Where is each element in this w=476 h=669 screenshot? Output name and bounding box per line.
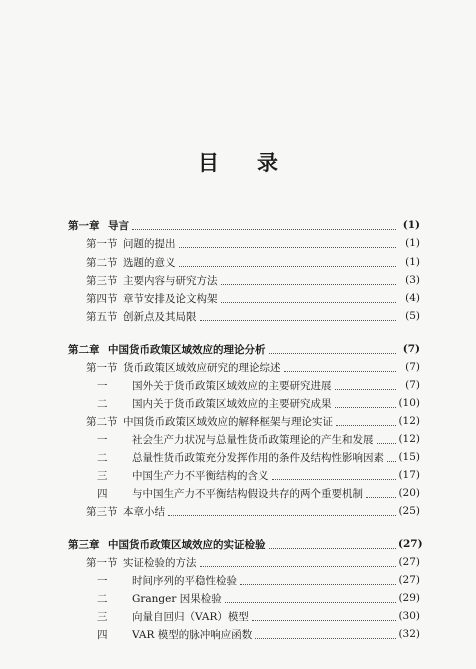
entry-label: 第三节: [86, 274, 118, 287]
entry-title: 国内关于货币政策区域效应的主要研究成果: [132, 397, 332, 410]
title-char-1: 目: [198, 150, 219, 175]
entry-title: 中国生产力不平衡结构的含义: [132, 469, 269, 482]
entry-title: 创新点及其局限: [123, 310, 197, 323]
entry-title: Granger 因果检验: [132, 592, 222, 605]
sub-entry: [0, 626, 476, 642]
entry-title: 中国货币政策区域效应的实证检验: [108, 538, 266, 551]
entry-page: (7): [405, 361, 420, 373]
entry-label: 第一节: [86, 556, 118, 569]
leader-dots: [284, 370, 396, 372]
entry-label: 第二章: [68, 343, 100, 356]
leader-dots: [200, 565, 396, 567]
leader-dots: [387, 460, 396, 462]
entry-page: (30): [398, 610, 420, 622]
entry-page: (27): [398, 574, 420, 586]
title-char-2: 录: [257, 150, 278, 175]
entry-page: (7): [405, 379, 420, 391]
entry-title: 向量自回归（VAR）模型: [132, 610, 249, 623]
entry-label: 第三节: [86, 505, 118, 518]
entry-label: 一: [97, 574, 108, 587]
leader-dots: [200, 319, 396, 321]
entry-label: 第四节: [86, 292, 118, 305]
section-entry: [0, 272, 476, 288]
entry-label: 一: [97, 379, 108, 392]
sub-entry: [0, 431, 476, 447]
entry-title: 中国货币政策区域效应的理论分析: [108, 343, 266, 356]
entry-page: (1): [405, 237, 420, 249]
leader-dots: [336, 424, 396, 426]
sub-entry: [0, 467, 476, 483]
entry-label: 第二节: [86, 256, 118, 269]
leader-dots: [269, 547, 396, 549]
entry-title: 导言: [108, 219, 129, 232]
section-entry: [0, 254, 476, 270]
entry-label: 第一节: [86, 237, 118, 250]
entry-page: (15): [398, 451, 420, 463]
entry-page: (17): [398, 469, 420, 481]
section-entry: [0, 235, 476, 251]
section-entry: [0, 503, 476, 519]
entry-label: 第二节: [86, 415, 118, 428]
entry-label: 四: [97, 628, 108, 641]
leader-dots: [179, 265, 396, 267]
entry-page: (4): [405, 292, 420, 304]
entry-label: 三: [97, 610, 108, 623]
entry-title: 社会生产力状况与总量性货币政策理论的产生和发展: [132, 433, 374, 446]
sub-entry: [0, 608, 476, 624]
leader-dots: [272, 478, 396, 480]
leader-dots: [255, 637, 396, 639]
entry-title: 章节安排及论文构架: [123, 292, 218, 305]
entry-title: 主要内容与研究方法: [123, 274, 218, 287]
entry-title: 问题的提出: [123, 237, 176, 250]
entry-page: (5): [405, 310, 420, 322]
leader-dots: [269, 352, 396, 354]
entry-title: 实证检验的方法: [123, 556, 197, 569]
entry-label: 第五节: [86, 310, 118, 323]
entry-page: (3): [405, 274, 420, 286]
entry-title: 国外关于货币政策区域效应的主要研究进展: [132, 379, 332, 392]
entry-title: VAR 模型的脉冲响应函数: [132, 628, 253, 641]
chapter-entry: [0, 217, 476, 233]
entry-page: (27): [398, 538, 423, 550]
section-entry: [0, 413, 476, 429]
entry-page: (10): [398, 397, 420, 409]
leader-dots: [335, 406, 396, 408]
entry-label: 第一节: [86, 361, 118, 374]
entry-title: 与中国生产力不平衡结构假设共存的两个重要机制: [132, 487, 363, 500]
entry-title: 货币政策区域效应研究的理论综述: [123, 361, 281, 374]
entry-label: 第三章: [68, 538, 100, 551]
entry-label: 三: [97, 469, 108, 482]
entry-page: (29): [398, 592, 420, 604]
entry-title: 选题的意义: [123, 256, 176, 269]
leader-dots: [168, 514, 396, 516]
section-entry: [0, 290, 476, 306]
section-entry: [0, 308, 476, 324]
entry-page: (7): [402, 343, 420, 355]
entry-page: (32): [398, 628, 420, 640]
entry-page: (27): [398, 556, 420, 568]
section-entry: [0, 359, 476, 375]
chapter-entry: [0, 341, 476, 357]
leader-dots: [221, 283, 396, 285]
leader-dots: [335, 388, 396, 390]
leader-dots: [366, 496, 396, 498]
leader-dots: [132, 228, 396, 230]
entry-title: 本章小结: [123, 505, 165, 518]
entry-label: 一: [97, 433, 108, 446]
section-entry: [0, 554, 476, 570]
sub-entry: [0, 572, 476, 588]
entry-page: (1): [402, 219, 420, 231]
entry-label: 二: [97, 451, 108, 464]
entry-page: (12): [398, 433, 420, 445]
sub-entry: [0, 485, 476, 501]
sub-entry: [0, 449, 476, 465]
leader-dots: [179, 246, 396, 248]
entry-title: 中国货币政策区域效应的解释框架与理论实证: [123, 415, 333, 428]
sub-entry: [0, 590, 476, 606]
entry-page: (25): [398, 505, 420, 517]
leader-dots: [221, 301, 396, 303]
leader-dots: [225, 601, 396, 603]
sub-entry: [0, 395, 476, 411]
entry-page: (12): [398, 415, 420, 427]
entry-label: 第一章: [68, 219, 100, 232]
entry-label: 二: [97, 592, 108, 605]
chapter-entry: [0, 536, 476, 552]
entry-label: 四: [97, 487, 108, 500]
entry-title: 时间序列的平稳性检验: [132, 574, 237, 587]
sub-entry: [0, 377, 476, 393]
leader-dots: [252, 619, 396, 621]
entry-title: 总量性货币政策充分发挥作用的条件及结构性影响因素: [132, 451, 384, 464]
entry-page: (1): [405, 256, 420, 268]
leader-dots: [240, 583, 396, 585]
leader-dots: [377, 442, 396, 444]
entry-page: (20): [398, 487, 420, 499]
entry-label: 二: [97, 397, 108, 410]
